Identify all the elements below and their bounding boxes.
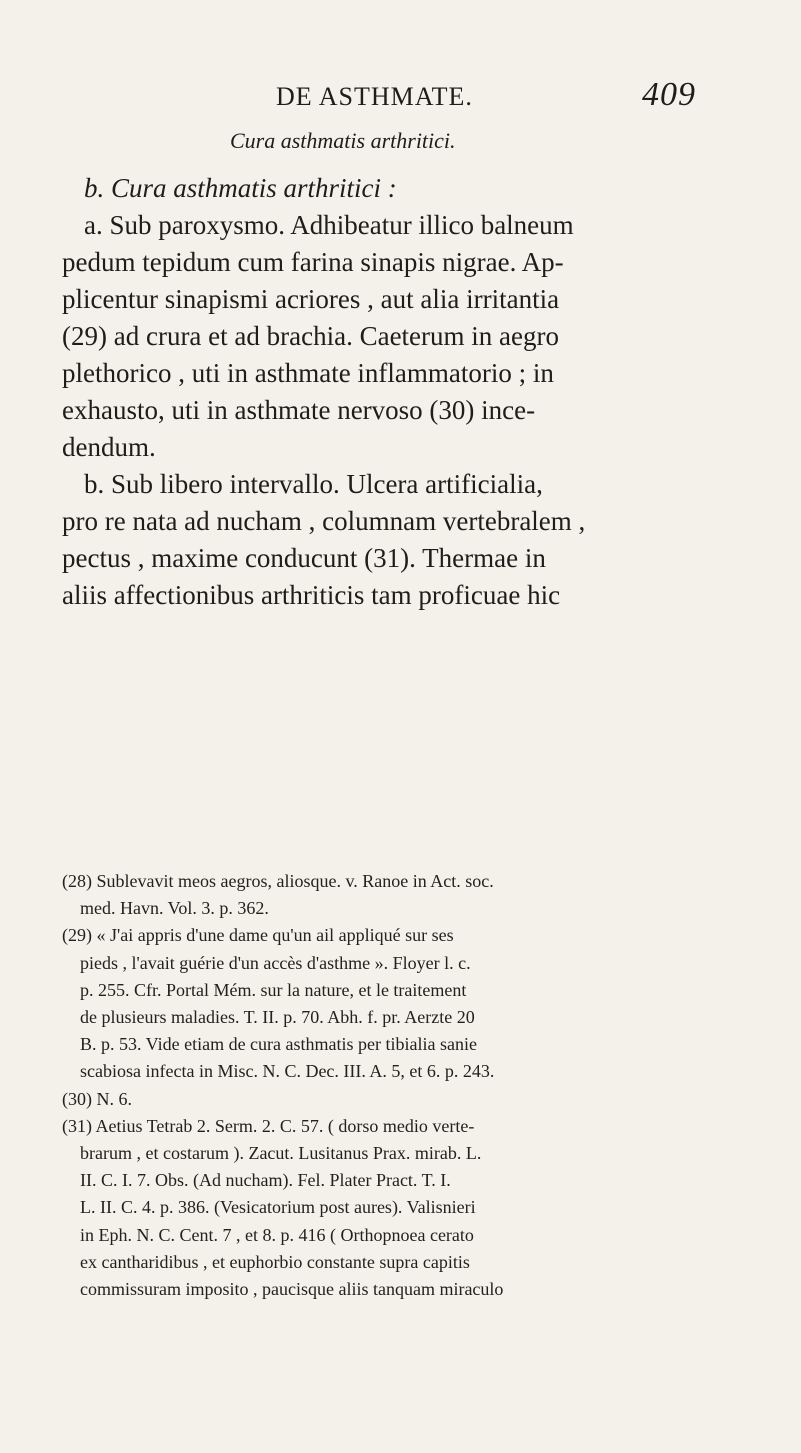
main-text xyxy=(62,170,742,614)
paragraph-a-label: a. xyxy=(84,210,103,240)
section-heading-text: Cura asthmatis arthritici : xyxy=(111,173,397,203)
footnote-30 xyxy=(62,1086,752,1113)
section-heading xyxy=(62,170,742,207)
paragraph-b-line: pro re nata ad nucham , columnam vertebralem , xyxy=(62,506,586,536)
footnote-29 xyxy=(62,922,752,1085)
footnote-line: B. p. 53. Vide etiam de cura asthmatis per tibialia sanie xyxy=(80,1034,477,1055)
footnote-line: (28) Sublevavit meos aegros, aliosque. v. Ranoe in Act. soc. xyxy=(62,871,494,891)
running-head-title: DE ASTHMATE. xyxy=(276,82,473,111)
footnote-line: (30) N. 6. xyxy=(62,1088,132,1109)
page-number: 409 xyxy=(642,76,696,113)
paragraph-b-line: aliis affectionibus arthriticis tam proficuae hic xyxy=(62,580,561,610)
footnote-line: scabiosa infecta in Misc. N. C. Dec. III. A. 5, et 6. p. 243. xyxy=(80,1061,495,1082)
footnote-line: (29) « J'ai appris d'une dame qu'un ail appliqué sur ses xyxy=(62,925,454,946)
footnotes xyxy=(62,868,752,1303)
footnote-line: (31) Aetius Tetrab 2. Serm. 2. C. 57. ( dorso medio verte- xyxy=(62,1115,475,1136)
footnote-line: pieds , l'avait guérie d'un accès d'asthme ». Floyer l. c. xyxy=(80,952,471,973)
section-marker: b. xyxy=(84,173,105,203)
footnote-31 xyxy=(62,1113,752,1303)
paragraph-a-line: exhausto, uti in asthmate nervoso (30) ince- xyxy=(62,395,536,425)
paragraph-a-line: plicentur sinapismi acriores , aut alia irritantia xyxy=(62,284,560,314)
footnote-line: II. C. I. 7. Obs. (Ad nucham). Fel. Plater Pract. T. I. xyxy=(80,1170,451,1191)
footnote-line: med. Havn. Vol. 3. p. 362. xyxy=(80,898,269,919)
paragraph-b-line: pectus , maxime conducunt (31). Thermae in xyxy=(62,543,546,573)
paragraph-a-line: plethorico , uti in asthmate inflammatorio ; in xyxy=(62,358,554,388)
running-head xyxy=(276,76,696,124)
footnote-line: L. II. C. 4. p. 386. (Vesicatorium post aures). Valisnieri xyxy=(80,1197,476,1218)
paragraph-b-line: b. Sub libero intervallo. Ulcera artificialia, xyxy=(84,469,543,499)
footnote-line: brarum , et costarum ). Zacut. Lusitanus Prax. mirab. L. xyxy=(80,1143,482,1164)
section-subhead: Cura asthmatis arthritici. xyxy=(230,128,456,153)
paragraph-a xyxy=(62,207,742,466)
footnote-28 xyxy=(62,868,752,922)
paragraph-a-line: (29) ad crura et ad brachia. Caeterum in aegro xyxy=(62,321,559,351)
footnote-line: p. 255. Cfr. Portal Mém. sur la nature, et le traitement xyxy=(80,979,467,1000)
paragraph-a-line: dendum. xyxy=(62,432,156,462)
footnote-line: commissuram imposito , paucisque aliis tanquam miraculo xyxy=(80,1279,504,1300)
footnote-line: de plusieurs maladies. T. II. p. 70. Abh. f. pr. Aerzte 20 xyxy=(80,1007,475,1028)
footnote-line: in Eph. N. C. Cent. 7 , et 8. p. 416 ( Orthopnoea cerato xyxy=(80,1224,474,1245)
footnote-line: ex cantharidibus , et euphorbio constante supra capitis xyxy=(80,1251,470,1272)
paragraph-a-line: Sub paroxysmo. Adhibeatur illico balneum xyxy=(109,210,574,240)
paragraph-a-line: pedum tepidum cum farina sinapis nigrae. Ap- xyxy=(62,247,564,277)
paragraph-b xyxy=(62,466,742,614)
